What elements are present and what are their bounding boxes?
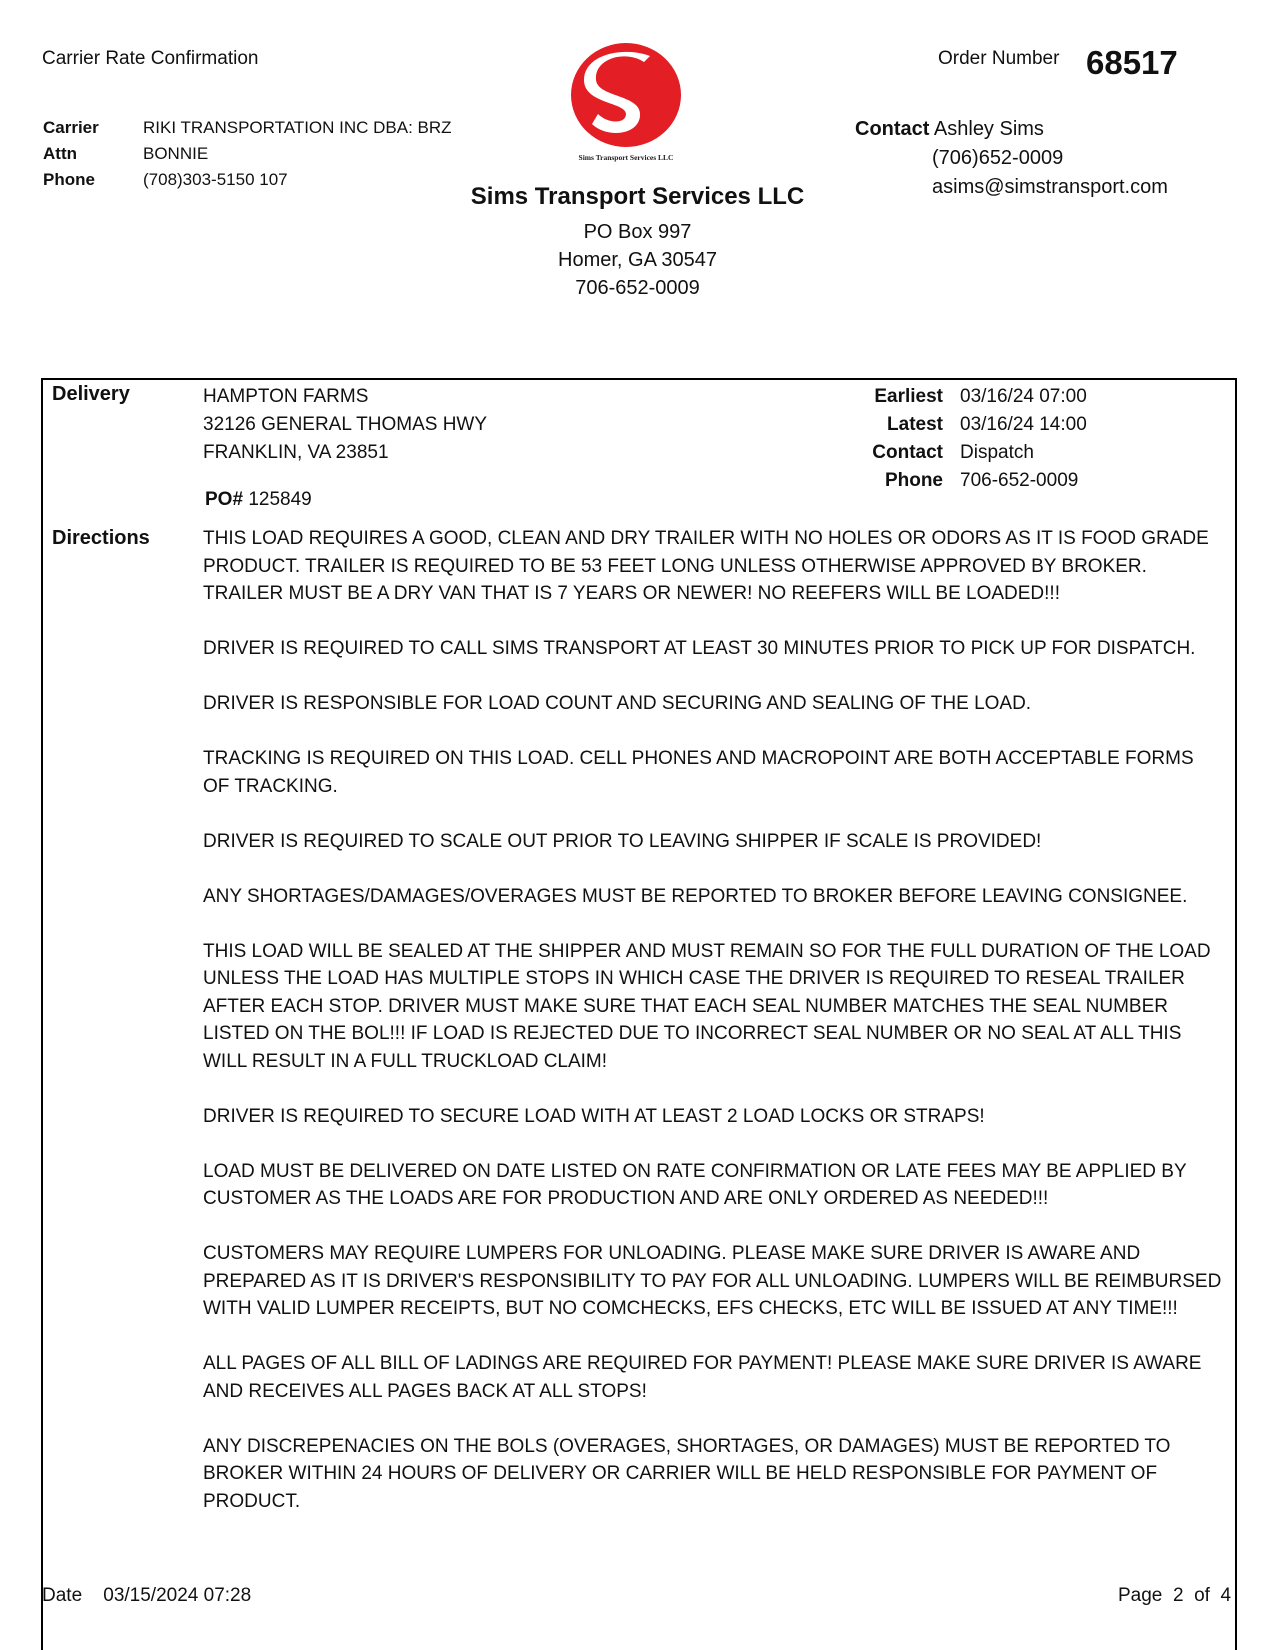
earliest-row (760, 383, 1087, 411)
contact-name: Ashley Sims (933, 118, 1044, 140)
contact-label: Contact (855, 118, 930, 140)
po-label: PO# (205, 489, 244, 510)
delivery-contact-value: Dispatch (960, 442, 1034, 463)
order-number-label: Order Number (938, 48, 1060, 69)
carrier-info (43, 115, 452, 193)
page-label: Page (1118, 1585, 1163, 1606)
delivery-schedule (760, 383, 1087, 495)
earliest-value: 03/16/24 07:00 (960, 386, 1087, 407)
company-address-line-2: Homer, GA 30547 (558, 249, 717, 271)
carrier-phone-value: (708)303-5150 107 (143, 170, 288, 189)
delivery-city: FRANKLIN, VA 23851 (203, 442, 389, 463)
logo-caption: Sims Transport Services LLC (578, 153, 674, 162)
attn-label: Attn (43, 144, 77, 163)
delivery-contact-label: Contact (872, 442, 943, 463)
delivery-phone-value: 706-652-0009 (960, 470, 1079, 491)
document-title: Carrier Rate Confirmation (42, 48, 259, 69)
attn-value: BONNIE (143, 144, 209, 163)
direction-paragraph: ANY SHORTAGES/DAMAGES/OVERAGES MUST BE REPORTED TO BROKER BEFORE LEAVING CONSIGNEE. (203, 885, 1188, 907)
direction-paragraph: LOAD MUST BE DELIVERED ON DATE LISTED ON RATE CONFIRMATION OR LATE FEES MAY BE APPLIED BY CUSTOMER AS THE LOADS ARE FOR PRODUCTION AND ARE ONLY ORDERED AS NEEDED!!! (203, 1160, 1187, 1209)
directions-text (203, 525, 1223, 1543)
earliest-label: Earliest (874, 386, 943, 407)
date-value: 03/15/2024 07:28 (103, 1585, 252, 1606)
direction-paragraph: DRIVER IS REQUIRED TO SECURE LOAD WITH AT LEAST 2 LOAD LOCKS OR STRAPS! (203, 1105, 985, 1127)
page-of-label: of (1194, 1585, 1210, 1606)
company-address (0, 218, 1275, 302)
broker-contact (855, 115, 1168, 202)
latest-value: 03/16/24 14:00 (960, 414, 1087, 435)
contact-email: asims@simstransport.com (932, 176, 1168, 198)
contact-phone: (706)652-0009 (932, 147, 1064, 169)
po-value: 125849 (248, 489, 312, 510)
carrier-phone-label: Phone (43, 170, 95, 189)
latest-label: Latest (887, 414, 943, 435)
page-indicator (1118, 1585, 1231, 1607)
direction-paragraph: ALL PAGES OF ALL BILL OF LADINGS ARE REQUIRED FOR PAYMENT! PLEASE MAKE SURE DRIVER IS AWARE AND RECEIVES ALL PAGES BACK AT ALL STOPS! (203, 1353, 1202, 1402)
attn-row (43, 141, 452, 167)
delivery-street: 32126 GENERAL THOMAS HWY (203, 414, 488, 435)
latest-row (760, 411, 1087, 439)
footer-date (42, 1585, 251, 1607)
delivery-address (203, 383, 487, 467)
delivery-phone-row (760, 467, 1087, 495)
direction-paragraph: DRIVER IS REQUIRED TO CALL SIMS TRANSPORT AT LEAST 30 MINUTES PRIOR TO PICK UP FOR DISPATCH. (203, 638, 1196, 659)
carrier-label: Carrier (43, 118, 99, 137)
order-number: 68517 (1086, 44, 1178, 81)
directions-label: Directions (52, 527, 150, 549)
page-number: 2 (1172, 1585, 1184, 1606)
company-name: Sims Transport Services LLC (470, 183, 805, 210)
delivery-label: Delivery (52, 383, 130, 405)
delivery-name: HAMPTON FARMS (203, 386, 369, 407)
date-label: Date (42, 1585, 83, 1606)
carrier-row (43, 115, 452, 141)
po-number (205, 489, 312, 511)
direction-paragraph: DRIVER IS RESPONSIBLE FOR LOAD COUNT AND SECURING AND SEALING OF THE LOAD. (203, 693, 1032, 714)
delivery-phone-label: Phone (884, 470, 943, 491)
company-logo (556, 40, 696, 170)
direction-paragraph: THIS LOAD REQUIRES A GOOD, CLEAN AND DRY TRAILER WITH NO HOLES OR ODORS AS IT IS FOOD GRADE PRODUCT. TRAILER IS REQUIRED TO BE 53 FEET LONG UNLESS OTHERWISE APPROVED BY BROKER. TRAILER MUST BE A DRY VAN THAT IS 7 YEARS OR NEWER! NO REEFERS WILL BE LOADED!!! (203, 528, 1209, 604)
delivery-contact-row (760, 439, 1087, 467)
direction-paragraph: DRIVER IS REQUIRED TO SCALE OUT PRIOR TO LEAVING SHIPPER IF SCALE IS PROVIDED! (203, 830, 1042, 852)
carrier-value: RIKI TRANSPORTATION INC DBA: BRZ (143, 118, 452, 137)
direction-paragraph: THIS LOAD WILL BE SEALED AT THE SHIPPER AND MUST REMAIN SO FOR THE FULL DURATION OF THE LOAD UNLESS THE LOAD HAS MULTIPLE STOPS IN WHICH CASE THE DRIVER IS REQUIRED TO RESEAL TRAILER AFTER EACH STOP. DRIVER MUST MAKE SURE THAT EACH SEAL NUMBER MATCHES THE SEAL NUMBER LISTED ON THE BOL!!! IF LOAD IS REJECTED DUE TO INCORRECT SEAL NUMBER OR NO SEAL AT ALL THIS WILL RESULT IN A FULL TRUCKLOAD CLAIM! (203, 940, 1211, 1072)
direction-paragraph: ANY DISCREPENACIES ON THE BOLS (OVERAGES, SHORTAGES, OR DAMAGES) MUST BE REPORTED TO BROKER WITHIN 24 HOURS OF DELIVERY OR CARRIER WILL BE HELD RESPONSIBLE FOR PAYMENT OF PRODUCT. (203, 1435, 1171, 1512)
direction-paragraph: TRACKING IS REQUIRED ON THIS LOAD. CELL PHONES AND MACROPOINT ARE BOTH ACCEPTABLE FORMS OF TRACKING. (203, 748, 1194, 797)
direction-paragraph: CUSTOMERS MAY REQUIRE LUMPERS FOR UNLOADING. PLEASE MAKE SURE DRIVER IS AWARE AND PREPARED AS IT IS DRIVER'S RESPONSIBILITY TO PAY FOR ALL UNLOADING. LUMPERS WILL BE REIMBURSED WITH VALID LUMPER RECEIPTS, BUT NO COMCHECKS, EFS CHECKS, ETC WILL BE ISSUED AT ANY TIME!!! (203, 1243, 1222, 1319)
company-phone: 706-652-0009 (575, 277, 700, 299)
page-total: 4 (1220, 1585, 1232, 1606)
company-address-line-1: PO Box 997 (583, 221, 692, 243)
